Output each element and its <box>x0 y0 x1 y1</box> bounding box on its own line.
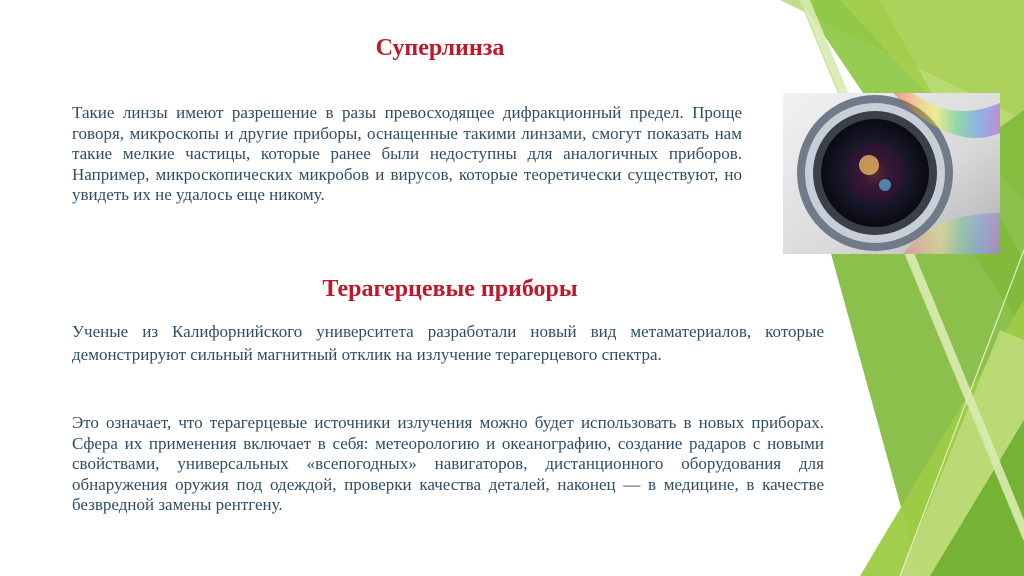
section-title-superlens: Суперлинза <box>375 35 505 61</box>
terahertz-paragraph-2: Это означает, что терагерцевые источники излучения можно будет использовать в новых приборах. Сфера их применения включает в себя: метеорологию и океанографию, создание радаров с новыми свойствами, универсальных «всепогодных» навигаторов, дистанционного оборудования для обнаружения оружия под одеждой, проверки качества деталей, наконец — в медицине, в качестве безвредной замены рентгену. <box>72 413 824 514</box>
terahertz-paragraph-1: Ученые из Калифорнийского университета разработали новый вид метаматериалов, которые демонстрируют сильный магнитный отклик на излучение терагерцевого спектра. <box>72 322 824 364</box>
superlens-paragraph: Такие линзы имеют разрешение в разы превосходящее дифракционный предел. Проще говоря, микроскопы и другие приборы, оснащенные такими линзами, смогут показать нам такие мелкие частицы, которые ранее были недоступны для аналогичных приборов. Например, микроскопических микробов и вирусов, которые теоретически существуют, но увидеть их не удалось еще никому. <box>72 103 742 204</box>
section-title-terahertz: Терагерцевые приборы <box>322 276 578 302</box>
lens-photo <box>783 93 1000 254</box>
